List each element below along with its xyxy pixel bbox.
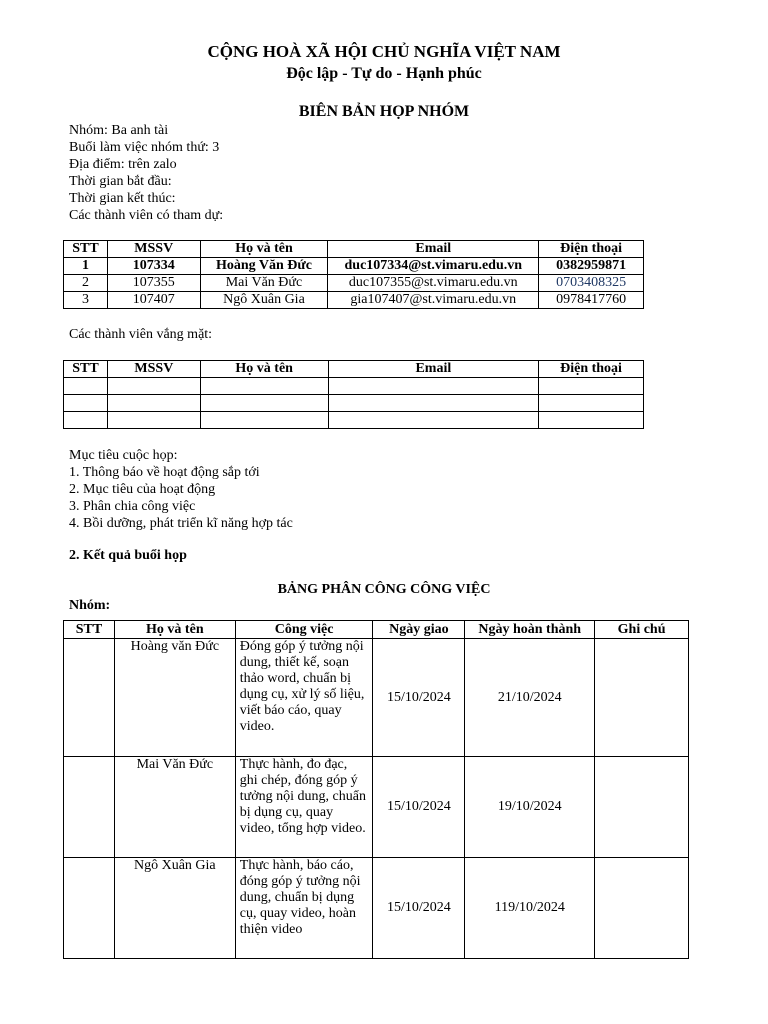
- cell-mssv: 107407: [107, 292, 200, 309]
- goal-item: 1. Thông báo về hoạt động sắp tới: [69, 465, 260, 480]
- empty-cell: [328, 412, 538, 429]
- header-name: Họ và tên: [200, 241, 328, 258]
- cell-name: Mai Văn Đức: [200, 275, 328, 292]
- meeting-info: [69, 122, 223, 224]
- header-phone: Điện thoại: [539, 241, 644, 258]
- cell-stt: [64, 858, 115, 959]
- table-row: [64, 858, 689, 959]
- empty-cell: [107, 395, 200, 412]
- header-name: Họ và tên: [114, 621, 235, 639]
- table-header-row: [64, 241, 644, 258]
- goals-label: Mục tiêu cuộc họp:: [69, 448, 178, 463]
- header-note: Ghi chú: [595, 621, 689, 639]
- empty-cell: [539, 395, 644, 412]
- empty-cell: [539, 378, 644, 395]
- cell-name: Hoàng Văn Đức: [200, 258, 328, 275]
- cell-mssv: 107334: [107, 258, 200, 275]
- empty-cell: [64, 412, 108, 429]
- table-header-row: [64, 361, 644, 378]
- group-name: Nhóm: Ba anh tài: [69, 123, 169, 138]
- assignment-title: BẢNG PHÂN CÔNG CÔNG VIỆC: [277, 582, 491, 597]
- end-time: Thời gian kết thúc:: [69, 191, 176, 206]
- header-stt: STT: [64, 621, 115, 639]
- cell-name: Hoàng văn Đức: [114, 639, 235, 757]
- cell-assigned-date: 15/10/2024: [373, 858, 465, 959]
- header-name: Họ và tên: [200, 361, 328, 378]
- cell-phone-link[interactable]: 0703408325: [539, 275, 644, 292]
- cell-email: duc107355@st.vimaru.edu.vn: [328, 275, 539, 292]
- attendees-table: [63, 240, 644, 309]
- cell-name: Ngô Xuân Gia: [200, 292, 328, 309]
- motto: Độc lập - Tự do - Hạnh phúc: [286, 65, 482, 82]
- table-row: [64, 412, 644, 429]
- header-stt: STT: [64, 241, 108, 258]
- location: Địa điểm: trên zalo: [69, 157, 177, 172]
- national-title: CỘNG HOÀ XÃ HỘI CHỦ NGHĨA VIỆT NAM: [207, 42, 561, 61]
- assignment-table: [63, 620, 689, 959]
- table-row: [64, 292, 644, 309]
- header-mssv: MSSV: [107, 361, 200, 378]
- cell-name: Mai Văn Đức: [114, 757, 235, 858]
- cell-stt: 3: [64, 292, 108, 309]
- table-row: [64, 378, 644, 395]
- cell-name: Ngô Xuân Gia: [114, 858, 235, 959]
- empty-cell: [200, 378, 328, 395]
- empty-cell: [107, 378, 200, 395]
- header-assigned-date: Ngày giao: [373, 621, 465, 639]
- cell-note: [595, 757, 689, 858]
- header-email: Email: [328, 361, 538, 378]
- cell-note: [595, 858, 689, 959]
- cell-stt: 2: [64, 275, 108, 292]
- result-heading: 2. Kết quả buổi họp: [69, 548, 187, 563]
- cell-stt: [64, 639, 115, 757]
- header-completed-date: Ngày hoàn thành: [465, 621, 595, 639]
- table-row: [64, 757, 689, 858]
- session-number: Buổi làm việc nhóm thứ: 3: [69, 140, 220, 155]
- empty-cell: [200, 395, 328, 412]
- attendees-label: Các thành viên có tham dự:: [69, 208, 224, 223]
- cell-completed-date: 19/10/2024: [465, 757, 595, 858]
- empty-cell: [539, 412, 644, 429]
- cell-task: Đóng góp ý tưởng nội dung, thiết kế, soạn thảo word, chuẩn bị dụng cụ, xử lý số liệu, viết báo cáo, quay video.: [235, 639, 373, 757]
- start-time: Thời gian bắt đầu:: [69, 174, 172, 189]
- cell-completed-date: 119/10/2024: [465, 858, 595, 959]
- cell-mssv: 107355: [107, 275, 200, 292]
- empty-cell: [328, 378, 538, 395]
- goal-item: 3. Phân chia công việc: [69, 499, 196, 514]
- cell-task: Thực hành, báo cáo, đóng góp ý tưởng nội dung, chuẩn bị dụng cụ, quay video, hoàn thiện video: [235, 858, 373, 959]
- cell-stt: [64, 757, 115, 858]
- cell-assigned-date: 15/10/2024: [373, 757, 465, 858]
- empty-cell: [328, 395, 538, 412]
- goal-item: 2. Mục tiêu của hoạt động: [69, 482, 216, 497]
- document-title: BIÊN BẢN HỌP NHÓM: [298, 103, 470, 120]
- header-mssv: MSSV: [107, 241, 200, 258]
- absent-label: Các thành viên vắng mặt:: [69, 327, 213, 342]
- table-row: [64, 275, 644, 292]
- assignment-group-label: Nhóm:: [69, 598, 111, 613]
- cell-phone: 0382959871: [539, 258, 644, 275]
- cell-task: Thực hành, đo đạc, ghi chép, đóng góp ý tưởng nội dung, chuẩn bị dụng cụ, quay video, tổng hợp video.: [235, 757, 373, 858]
- table-row: [64, 258, 644, 275]
- table-row: [64, 639, 689, 757]
- header-email: Email: [328, 241, 539, 258]
- cell-email: duc107334@st.vimaru.edu.vn: [328, 258, 539, 275]
- empty-cell: [200, 412, 328, 429]
- meeting-goals: [69, 447, 293, 532]
- cell-assigned-date: 15/10/2024: [373, 639, 465, 757]
- absent-table: [63, 360, 644, 429]
- table-header-row: [64, 621, 689, 639]
- cell-completed-date: 21/10/2024: [465, 639, 595, 757]
- header-stt: STT: [64, 361, 108, 378]
- cell-note: [595, 639, 689, 757]
- empty-cell: [64, 378, 108, 395]
- header-task: Công việc: [235, 621, 373, 639]
- goal-item: 4. Bồi dưỡng, phát triển kĩ năng hợp tác: [69, 516, 293, 531]
- header-phone: Điện thoại: [539, 361, 644, 378]
- cell-stt: 1: [64, 258, 108, 275]
- cell-phone: 0978417760: [539, 292, 644, 309]
- empty-cell: [64, 395, 108, 412]
- cell-email: gia107407@st.vimaru.edu.vn: [328, 292, 539, 309]
- empty-cell: [107, 412, 200, 429]
- table-row: [64, 395, 644, 412]
